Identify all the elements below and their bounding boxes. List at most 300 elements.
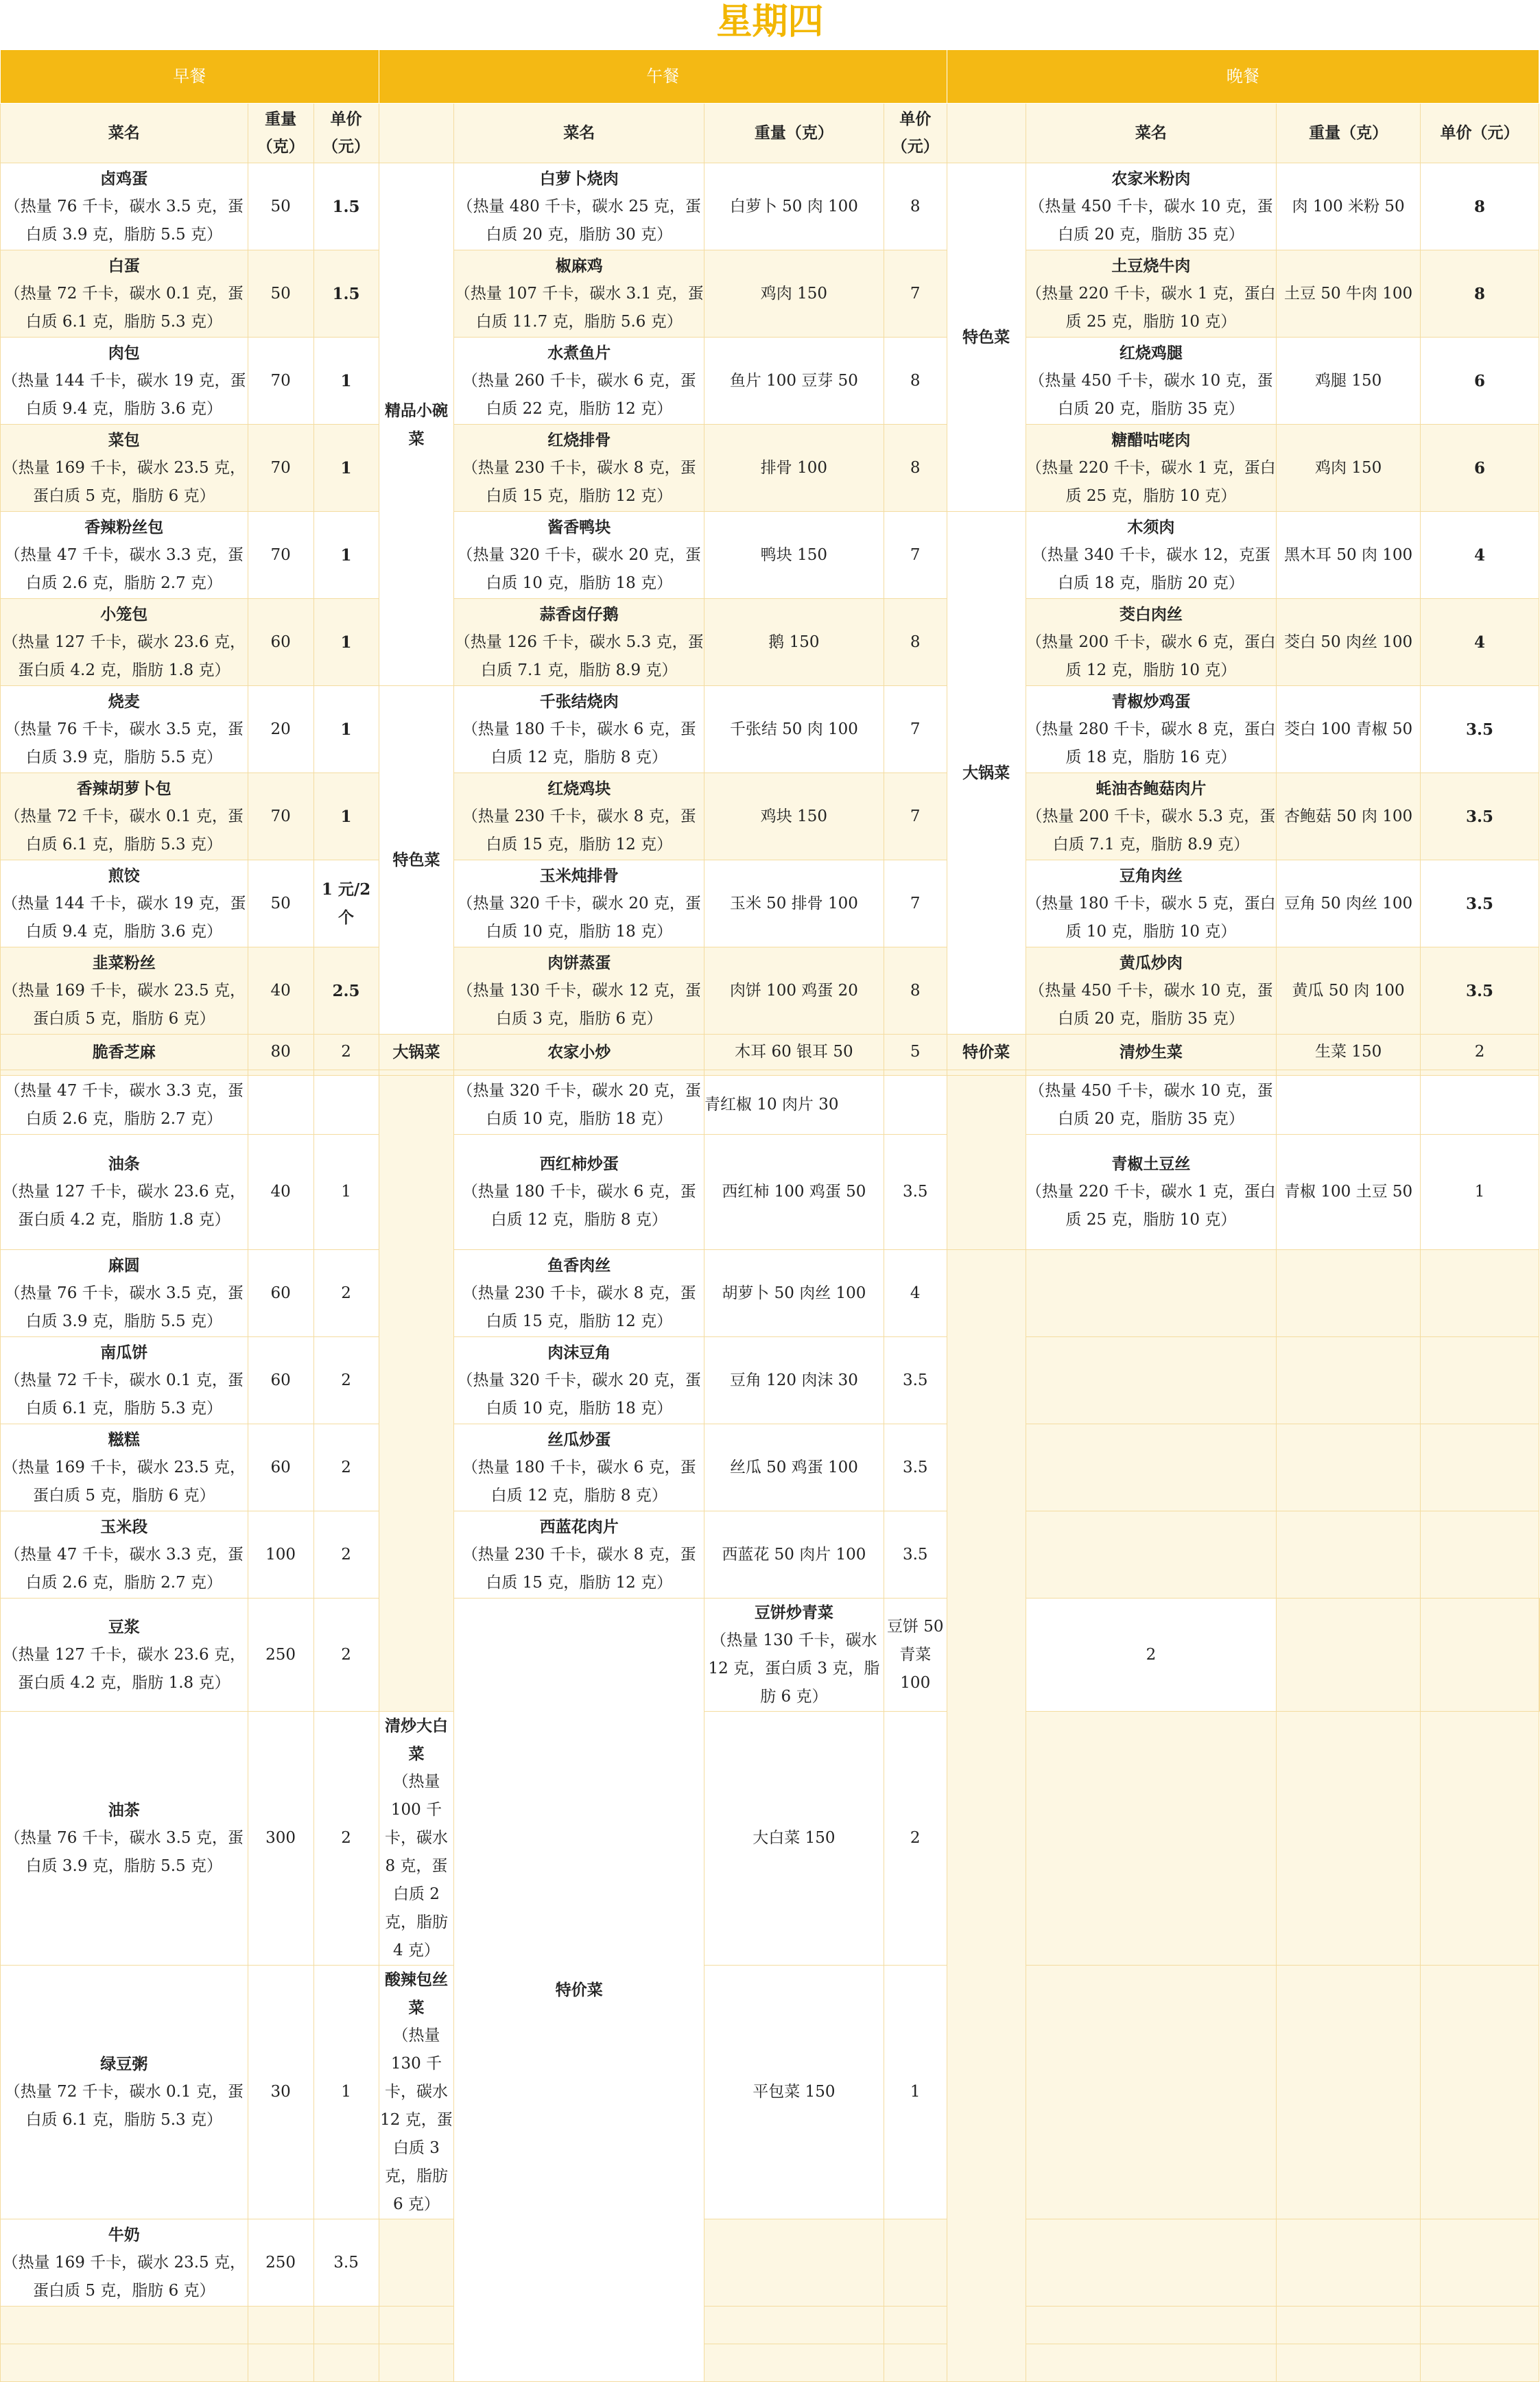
dish-weight: 肉 100 米粉 50: [1277, 163, 1421, 250]
dish-cell: [1, 1424, 248, 1511]
dish-weight: 鱼片 100 豆芽 50: [704, 338, 884, 425]
dish-nutrition: （热量 100 千卡，碳水 8 克，蛋白质 2 克，脂肪 4 克）: [384, 1773, 448, 1959]
table-row: [1, 1511, 1540, 1599]
dish-nutrition: （热量 320 千卡，碳水 20 克，蛋白质 10 克，脂肪 18 克）: [457, 894, 701, 941]
dish-weight: 丝瓜 50 鸡蛋 100: [704, 1424, 884, 1511]
dish-weight: 60: [248, 1424, 313, 1511]
dish-weight: 玉米 50 排骨 100: [704, 860, 884, 947]
dish-cell: [379, 2307, 454, 2344]
dish-nutrition: （热量 169 千卡，碳水 23.5 克，蛋白质 5 克，脂肪 6 克）: [2, 458, 246, 505]
dish-name: 丝瓜炒蛋: [547, 1430, 611, 1449]
dish-cell: [454, 425, 704, 512]
dish-name: 木须肉: [1127, 517, 1175, 536]
dish-cell: [1026, 250, 1277, 338]
dish-name: 红烧排骨: [547, 430, 611, 449]
dish-name: 青椒炒鸡蛋: [1111, 692, 1191, 711]
dish-price: 8: [884, 947, 947, 1035]
lunch-category: 特价菜: [454, 1599, 704, 2382]
dish-name: 白萝卜烧肉: [539, 169, 619, 188]
dish-price: 2: [1026, 1599, 1277, 1712]
dish-price: [1421, 1250, 1539, 1337]
dinner-category: 特色菜: [947, 163, 1026, 512]
dish-cell: [1026, 1135, 1277, 1250]
dish-nutrition: （热量 127 千卡，碳水 23.6 克，蛋白质 4.2 克，脂肪 1.8 克）: [2, 1183, 246, 1229]
dish-weight: 千张结 50 肉 100: [704, 686, 884, 773]
dish-weight: 40: [248, 1135, 313, 1250]
dinner-category: [947, 1076, 1026, 1250]
dish-name: 脆香芝麻: [1, 1035, 248, 1070]
dish-name: 南瓜饼: [100, 1343, 148, 1362]
dish-name: 黄瓜炒肉: [1119, 953, 1183, 972]
dish-weight: [248, 2307, 313, 2344]
dish-name: 香辣胡萝卜包: [76, 779, 171, 798]
dish-name: 油条: [108, 1155, 140, 1173]
dish-cell: [454, 512, 704, 599]
table-row: [1, 773, 1540, 860]
dish-nutrition: （热量 47 千卡，碳水 3.3 克，蛋白质 2.6 克，脂肪 2.7 克）: [1, 1076, 248, 1135]
dish-price: 1 元/2 个: [313, 860, 379, 947]
empty-row: [1, 2344, 1540, 2382]
dish-nutrition: （热量 480 千卡，碳水 25 克，蛋白质 20 克，脂肪 30 克）: [457, 197, 701, 244]
dish-weight: 黄瓜 50 肉 100: [1277, 947, 1421, 1035]
dish-price: 7: [884, 860, 947, 947]
table-row: [1, 250, 1540, 338]
dish-cell: [1, 773, 248, 860]
dish-name: 西蓝花肉片: [539, 1517, 619, 1536]
dish-weight: 茭白 100 青椒 50: [1277, 686, 1421, 773]
dinner-weight-col: 重量（克）: [1277, 104, 1421, 163]
dish-nutrition: （热量 130 千卡，碳水 12 克，蛋白质 3 克，脂肪 6 克）: [708, 1631, 880, 1706]
dish-price: 1: [1421, 1135, 1539, 1250]
dish-weight: 250: [248, 1599, 313, 1712]
dish-cell: [1, 686, 248, 773]
dish-weight: 土豆 50 牛肉 100: [1277, 250, 1421, 338]
dish-cell: [1, 1599, 248, 1712]
dish-nutrition: （热量 220 千卡，碳水 1 克，蛋白质 25 克，脂肪 10 克）: [1026, 1183, 1276, 1229]
dish-nutrition: （热量 230 千卡，碳水 8 克，蛋白质 15 克，脂肪 12 克）: [462, 1284, 696, 1330]
dish-name: 烧麦: [108, 692, 140, 711]
dish-name: 油茶: [108, 1801, 140, 1819]
dish-price: 1: [313, 338, 379, 425]
dish-weight: 豆饼 50 青菜 100: [884, 1599, 947, 1712]
dish-price: 6: [1421, 425, 1539, 512]
dish-nutrition: （热量 76 千卡，碳水 3.5 克，蛋白质 3.9 克，脂肪 5.5 克）: [4, 1284, 244, 1330]
lunch-category: [379, 1076, 454, 1712]
dish-weight: 鹅 150: [704, 599, 884, 686]
dish-weight: 鸡肉 150: [1277, 425, 1421, 512]
dish-cell: [1, 2344, 248, 2382]
dish-nutrition: （热量 220 千卡，碳水 1 克，蛋白质 25 克，脂肪 10 克）: [1026, 284, 1276, 331]
dish-price: 8: [1421, 163, 1539, 250]
dish-weight: 鸡腿 150: [1277, 338, 1421, 425]
dish-cell: [379, 1712, 454, 1966]
dish-cell: [1, 599, 248, 686]
dish-name: 茭白肉丝: [1119, 604, 1183, 624]
dish-cell: [1, 512, 248, 599]
dish-price: 4: [1421, 512, 1539, 599]
dish-weight: 50: [248, 250, 313, 338]
dish-price: 2: [313, 1511, 379, 1599]
dish-weight: [1277, 1712, 1421, 1966]
dish-weight: [1277, 1424, 1421, 1511]
dish-price: 4: [1421, 599, 1539, 686]
dish-price: 2: [884, 1712, 947, 1966]
dish-price: 7: [884, 686, 947, 773]
dish-weight: 60: [248, 599, 313, 686]
dish-cell: [1, 860, 248, 947]
dish-weight: 西红柿 100 鸡蛋 50: [704, 1135, 884, 1250]
dish-price: [1539, 1599, 1540, 1712]
table-row: [1, 1250, 1540, 1337]
table-row: [1, 1337, 1540, 1424]
dish-nutrition: （热量 180 千卡，碳水 6 克，蛋白质 12 克，脂肪 8 克）: [462, 720, 696, 766]
dish-name: 青椒土豆丝: [1111, 1155, 1191, 1173]
dish-name: 牛奶: [108, 2225, 140, 2244]
dish-name: 蚝油杏鲍菇肉片: [1095, 779, 1207, 798]
dish-cell: [1, 163, 248, 250]
breakfast-price-col: 单价（元）: [313, 104, 379, 163]
dish-cell: [454, 1250, 704, 1337]
dish-name: 农家米粉肉: [1111, 169, 1191, 188]
dish-nutrition: （热量 130 千卡，碳水 12 克，蛋白质 3 克，脂肪 6 克）: [457, 981, 701, 1028]
dish-cell: [704, 1599, 884, 1712]
dish-nutrition: （热量 180 千卡，碳水 6 克，蛋白质 12 克，脂肪 8 克）: [462, 1458, 696, 1505]
dinner-category-col: [947, 104, 1026, 163]
dish-cell: [1026, 1966, 1277, 2219]
dish-name: 麻圆: [108, 1255, 140, 1275]
dish-weight: 豆角 120 肉沫 30: [704, 1337, 884, 1424]
dish-price: 1: [313, 599, 379, 686]
dish-cell: [454, 1511, 704, 1599]
dish-cell: [1026, 947, 1277, 1035]
dish-weight: 西蓝花 50 肉片 100: [704, 1511, 884, 1599]
dish-price: 6: [1421, 338, 1539, 425]
dish-nutrition: （热量 340 千卡，碳水 12，克蛋白质 18 克，脂肪 20 克）: [1031, 545, 1270, 592]
dish-price: 2: [1421, 1035, 1539, 1070]
dish-weight: 70: [248, 512, 313, 599]
dish-weight: 青椒 100 土豆 50: [1277, 1135, 1421, 1250]
dish-nutrition: （热量 180 千卡，碳水 5 克，蛋白质 10 克，脂肪 10 克）: [1026, 894, 1276, 941]
dish-nutrition: （热量 47 千卡，碳水 3.3 克，蛋白质 2.6 克，脂肪 2.7 克）: [4, 545, 244, 592]
dish-cell: [1026, 512, 1277, 599]
dish-price: 1: [313, 773, 379, 860]
dish-name: 香辣粉丝包: [84, 517, 164, 536]
dish-price: 2: [313, 1250, 379, 1337]
dish-price: 1: [313, 686, 379, 773]
dish-price: 2: [313, 1035, 379, 1070]
dish-price: 7: [884, 512, 947, 599]
dish-name: 豆角肉丝: [1119, 866, 1183, 885]
dish-cell: [454, 338, 704, 425]
lunch-category: 精品小碗菜: [379, 163, 454, 686]
dish-cell: [1, 947, 248, 1035]
dish-cell: [1, 2307, 248, 2344]
dish-cell: [454, 250, 704, 338]
lunch-header: 午餐: [379, 50, 947, 104]
dish-price: [884, 1076, 947, 1135]
dish-price: 8: [884, 338, 947, 425]
dish-cell: [1277, 1599, 1421, 1712]
dish-cell: [1026, 425, 1277, 512]
dish-price: 8: [1421, 250, 1539, 338]
dish-price: [1421, 1337, 1539, 1424]
dish-price: 3.5: [1421, 773, 1539, 860]
dish-price: [1421, 2219, 1539, 2307]
dish-nutrition: （热量 72 千卡，碳水 0.1 克，蛋白质 6.1 克，脂肪 5.3 克）: [4, 1371, 244, 1417]
dish-price: 1: [884, 1966, 947, 2219]
dish-name: 卤鸡蛋: [100, 169, 148, 188]
dish-price: 8: [884, 425, 947, 512]
dish-name: 红烧鸡腿: [1119, 343, 1183, 362]
dish-weight: 70: [248, 773, 313, 860]
dish-weight: 300: [248, 1712, 313, 1966]
dish-nutrition: （热量 200 千卡，碳水 5.3 克，蛋白质 7.1 克，脂肪 8.9 克）: [1026, 807, 1276, 853]
table-row: [1, 860, 1540, 947]
dish-cell: [1, 338, 248, 425]
dish-price: [1421, 1424, 1539, 1511]
table-row: [1, 1966, 1540, 2219]
dish-price: [884, 2307, 947, 2344]
spacer-cell: [248, 1070, 313, 1076]
dish-nutrition: （热量 450 千卡，碳水 10 克，蛋白质 20 克，脂肪 35 克）: [1029, 371, 1273, 418]
dish-nutrition: （热量 450 千卡，碳水 10 克，蛋白质 20 克，脂肪 35 克）: [1029, 981, 1273, 1028]
dish-name: 肉包: [108, 343, 140, 362]
dish-price: 1: [313, 1966, 379, 2219]
dish-nutrition: （热量 144 千卡，碳水 19 克，蛋白质 9.4 克，脂肪 3.6 克）: [2, 894, 246, 941]
spacer-cell: [454, 1070, 704, 1076]
dish-price: 1: [313, 1135, 379, 1250]
dish-nutrition: （热量 169 千卡，碳水 23.5 克，蛋白质 5 克，脂肪 6 克）: [2, 2253, 246, 2300]
dish-nutrition: （热量 180 千卡，碳水 6 克，蛋白质 12 克，脂肪 8 克）: [462, 1183, 696, 1229]
dish-name: 豆浆: [108, 1617, 140, 1636]
spacer-cell: [379, 1070, 454, 1076]
dish-nutrition: （热量 200 千卡，碳水 6 克，蛋白质 12 克，脂肪 10 克）: [1026, 633, 1276, 679]
dish-weight: 50: [248, 860, 313, 947]
dish-nutrition: （热量 76 千卡，碳水 3.5 克，蛋白质 3.9 克，脂肪 5.5 克）: [4, 197, 244, 244]
dish-price: 2: [313, 1337, 379, 1424]
dish-price: [884, 2344, 947, 2382]
dish-cell: [1026, 2307, 1277, 2344]
dish-nutrition: （热量 107 千卡，碳水 3.1 克，蛋白质 11.7 克，脂肪 5.6 克）: [454, 284, 704, 331]
dish-name: 椒麻鸡: [555, 256, 603, 275]
dish-weight: 黑木耳 50 肉 100: [1277, 512, 1421, 599]
dish-name: 千张结烧肉: [539, 692, 619, 711]
spacer-cell: [947, 1070, 1026, 1076]
dish-weight: 70: [248, 425, 313, 512]
spacer-cell: [704, 1070, 884, 1076]
dish-price: [313, 2307, 379, 2344]
dish-price: 1: [313, 512, 379, 599]
table-row: [1, 1076, 1540, 1135]
dish-weight: 70: [248, 338, 313, 425]
dish-nutrition: （热量 127 千卡，碳水 23.6 克，蛋白质 4.2 克，脂肪 1.8 克）: [2, 1645, 246, 1692]
dish-cell: [1, 250, 248, 338]
dish-name: 土豆烧牛肉: [1111, 256, 1191, 275]
dish-weight: 60: [248, 1250, 313, 1337]
dish-name: 蒜香卤仔鹅: [539, 604, 619, 624]
dish-weight: 60: [248, 1337, 313, 1424]
dish-name: 鱼香肉丝: [547, 1255, 611, 1275]
dish-cell: [1026, 773, 1277, 860]
lunch-category-col: [379, 104, 454, 163]
dish-weight: [704, 2344, 884, 2382]
dish-weight: [1277, 2344, 1421, 2382]
dish-name: 肉沫豆角: [547, 1343, 611, 1362]
dish-cell: [1026, 1511, 1277, 1599]
dish-weight: [248, 2344, 313, 2382]
dish-weight: 杏鲍菇 50 肉 100: [1277, 773, 1421, 860]
dish-weight: 鸡肉 150: [704, 250, 884, 338]
dish-weight: [1277, 1250, 1421, 1337]
dish-name: 清炒生菜: [1026, 1035, 1277, 1070]
dish-price: 7: [884, 250, 947, 338]
dish-price: 3.5: [1421, 686, 1539, 773]
dish-price: 3.5: [884, 1424, 947, 1511]
table-row: [1, 338, 1540, 425]
spacer-cell: [1421, 1070, 1539, 1076]
dish-price: [313, 1076, 379, 1135]
dish-nutrition: （热量 169 千卡，碳水 23.5 克，蛋白质 5 克，脂肪 6 克）: [2, 981, 246, 1028]
dish-weight: 100: [248, 1511, 313, 1599]
dish-weight: 肉饼 100 鸡蛋 20: [704, 947, 884, 1035]
dish-name: 酸辣包丝菜: [384, 1970, 448, 2017]
dish-cell: [454, 163, 704, 250]
dish-nutrition: （热量 127 千卡，碳水 23.6 克，蛋白质 4.2 克，脂肪 1.8 克）: [2, 633, 246, 679]
dish-price: 2: [313, 1712, 379, 1966]
dish-cell: [454, 686, 704, 773]
dish-name: 农家小炒: [454, 1035, 704, 1070]
menu-table: [0, 49, 1540, 2382]
dish-weight: [704, 2219, 884, 2307]
dish-weight: 豆角 50 肉丝 100: [1277, 860, 1421, 947]
dish-weight: 平包菜 150: [704, 1966, 884, 2219]
dish-cell: [1026, 599, 1277, 686]
dish-price: 3.5: [1421, 947, 1539, 1035]
table-row: [1, 1035, 1540, 1070]
dish-weight: 50: [248, 163, 313, 250]
dish-name: 红烧鸡块: [547, 779, 611, 798]
dish-price: [1421, 2344, 1539, 2382]
dish-price: [884, 2219, 947, 2307]
dish-name: 糍糕: [108, 1430, 140, 1449]
dish-name: 豆饼炒青菜: [754, 1603, 833, 1622]
page-title: 星期四: [716, 1, 824, 43]
table-row: [1, 1599, 1540, 1712]
dish-name: 白蛋: [108, 256, 140, 275]
dish-weight: 青红椒 10 肉片 30: [704, 1076, 884, 1135]
dish-cell: [1, 1511, 248, 1599]
dish-nutrition: （热量 230 千卡，碳水 8 克，蛋白质 15 克，脂肪 12 克）: [462, 807, 696, 853]
dish-name: 西红柿炒蛋: [539, 1155, 619, 1173]
spacer-cell: [1026, 1070, 1277, 1076]
dish-weight: [1277, 1337, 1421, 1424]
dish-nutrition: （热量 280 千卡，碳水 8 克，蛋白质 18 克，脂肪 16 克）: [1026, 720, 1276, 766]
dish-name: 酱香鸭块: [547, 517, 611, 536]
dish-nutrition: （热量 450 千卡，碳水 10 克，蛋白质 20 克，脂肪 35 克）: [1029, 197, 1273, 244]
dish-price: 3.5: [1421, 860, 1539, 947]
dish-cell: [379, 2219, 454, 2307]
lunch-category: 特色菜: [379, 686, 454, 1035]
table-row: [1, 425, 1540, 512]
dish-weight: 白萝卜 50 肉 100: [704, 163, 884, 250]
dish-nutrition: （热量 126 千卡，碳水 5.3 克，蛋白质 7.1 克，脂肪 8.9 克）: [454, 633, 704, 679]
dish-weight: 鸡块 150: [704, 773, 884, 860]
dish-name: 菜包: [108, 430, 140, 449]
dish-weight: 茭白 50 肉丝 100: [1277, 599, 1421, 686]
dish-weight: [1277, 1511, 1421, 1599]
dish-nutrition: （热量 320 千卡，碳水 20 克，蛋白质 10 克，脂肪 18 克）: [457, 545, 701, 592]
dish-nutrition: （热量 230 千卡，碳水 8 克，蛋白质 15 克，脂肪 12 克）: [462, 1545, 696, 1592]
spacer-cell: [313, 1070, 379, 1076]
table-row: [1, 947, 1540, 1035]
dish-nutrition: （热量 72 千卡，碳水 0.1 克，蛋白质 6.1 克，脂肪 5.3 克）: [4, 2083, 244, 2129]
dish-weight: 80: [248, 1035, 313, 1070]
lunch-category: 大锅菜: [379, 1035, 454, 1070]
dish-price: 8: [884, 163, 947, 250]
dish-weight: [1277, 1966, 1421, 2219]
dish-weight: 大白菜 150: [704, 1712, 884, 1966]
lunch-name-col: 菜名: [454, 104, 704, 163]
breakfast-weight-col: 重量（克）: [248, 104, 313, 163]
dish-weight: 250: [248, 2219, 313, 2307]
dish-name: 韭菜粉丝: [92, 953, 156, 972]
table-row: [1, 1424, 1540, 1511]
dish-price: 3.5: [884, 1511, 947, 1599]
dish-cell: [454, 1337, 704, 1424]
dish-cell: [1026, 1337, 1277, 1424]
table-row: [1, 686, 1540, 773]
dish-nutrition: （热量 230 千卡，碳水 8 克，蛋白质 15 克，脂肪 12 克）: [462, 458, 696, 505]
dish-weight: 胡萝卜 50 肉丝 100: [704, 1250, 884, 1337]
dish-cell: [1026, 338, 1277, 425]
spacer-cell: [1277, 1070, 1421, 1076]
dish-cell: [1026, 1712, 1277, 1966]
dish-name: 绿豆粥: [100, 2055, 148, 2073]
dish-cell: [454, 1135, 704, 1250]
dish-price: [1421, 2307, 1539, 2344]
dish-cell: [1, 425, 248, 512]
dish-price: 2: [313, 1599, 379, 1712]
dish-price: 5: [884, 1035, 947, 1070]
dish-cell: [1026, 1424, 1277, 1511]
dish-price: 2: [313, 1424, 379, 1511]
dish-cell: [454, 860, 704, 947]
dish-cell: [1026, 860, 1277, 947]
dish-price: 4: [884, 1250, 947, 1337]
dish-cell: [1, 1250, 248, 1337]
dish-nutrition: （热量 220 千卡，碳水 1 克，蛋白质 25 克，脂肪 10 克）: [1026, 458, 1276, 505]
lunch-price-col: 单价（元）: [884, 104, 947, 163]
dish-nutrition: （热量 144 千卡，碳水 19 克，蛋白质 9.4 克，脂肪 3.6 克）: [2, 371, 246, 418]
dish-cell: [1026, 1250, 1277, 1337]
dish-cell: [454, 1424, 704, 1511]
dinner-price-col: 单价（元）: [1421, 104, 1539, 163]
dish-nutrition: （热量 320 千卡，碳水 20 克，蛋白质 10 克，脂肪 18 克）: [457, 1371, 701, 1417]
dish-name: 清炒大白菜: [384, 1717, 448, 1763]
empty-row: [1, 2307, 1540, 2344]
dish-cell: [1, 2219, 248, 2307]
dish-cell: [1, 1135, 248, 1250]
dish-weight: 鸭块 150: [704, 512, 884, 599]
dish-name: 煎饺: [108, 866, 140, 885]
dish-name: 水煮鱼片: [547, 343, 611, 362]
dish-name: 糖醋咕咾肉: [1111, 430, 1191, 449]
dish-nutrition: （热量 169 千卡，碳水 23.5 克，蛋白质 5 克，脂肪 6 克）: [2, 1458, 246, 1505]
dish-name: 玉米炖排骨: [539, 866, 619, 885]
dish-nutrition: （热量 320 千卡，碳水 20 克，蛋白质 10 克，脂肪 18 克）: [454, 1076, 704, 1135]
dish-nutrition: （热量 260 千卡，碳水 6 克，蛋白质 22 克，脂肪 12 克）: [462, 371, 696, 418]
table-row: [1, 2219, 1540, 2307]
